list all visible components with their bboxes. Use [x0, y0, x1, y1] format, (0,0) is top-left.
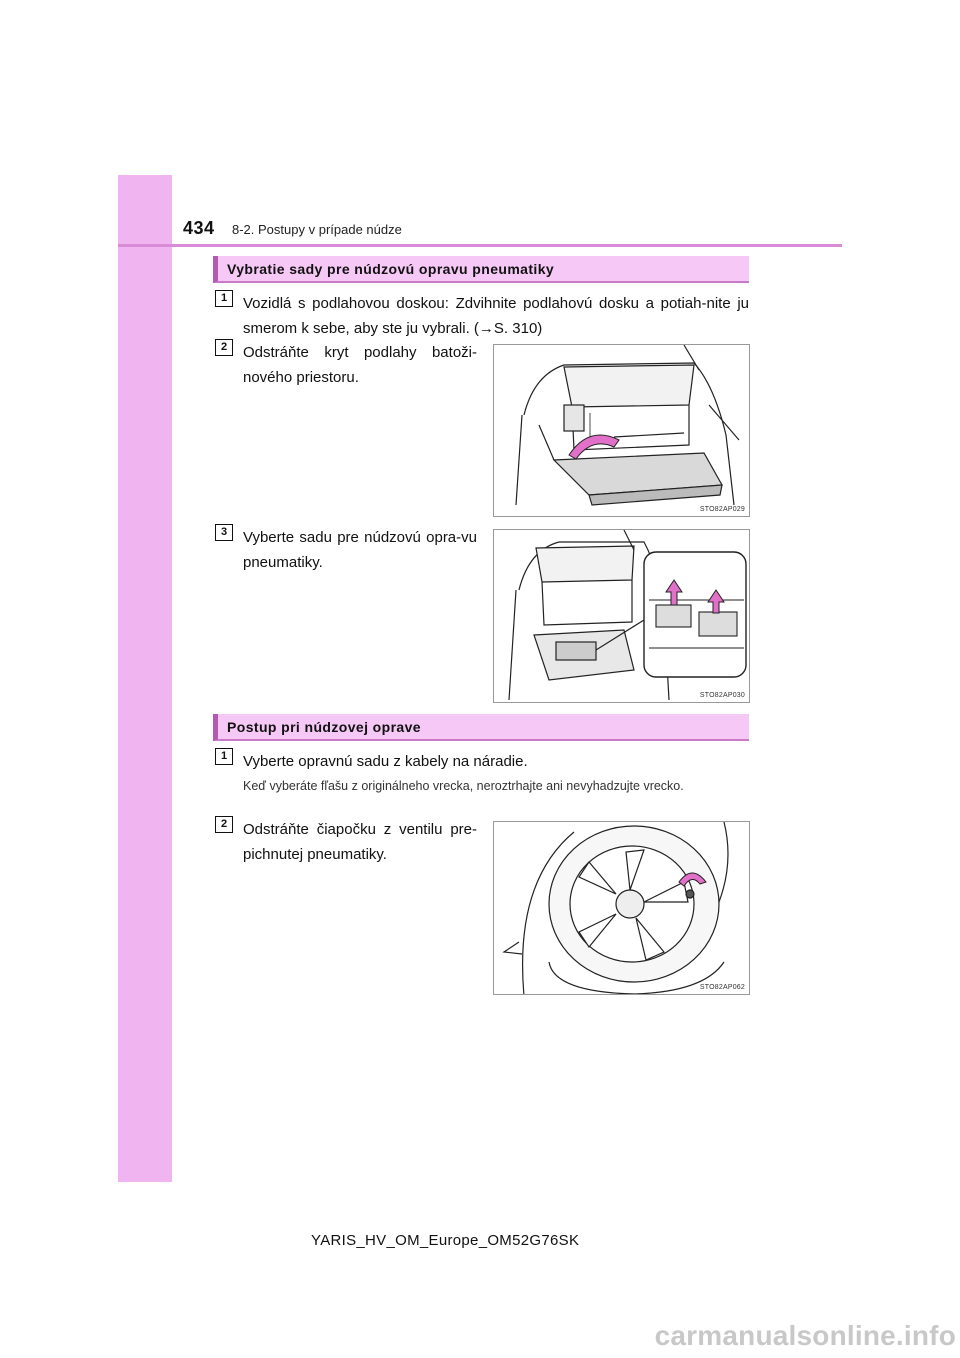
illustration-tire-valve [494, 822, 750, 995]
step-badge: 3 [215, 524, 233, 541]
step-badge: 2 [215, 816, 233, 833]
figure-valve-cap-removal [493, 821, 750, 995]
step-text: Odstráňte kryt podlahy batoži-nového priestoru. [243, 344, 477, 386]
step-badge: 2 [215, 339, 233, 356]
section-title: Postup pri núdzovej oprave [227, 719, 421, 735]
section-header-kit-removal [213, 256, 749, 283]
step-text: Vyberte opravnú sadu z kabely na náradie. [243, 753, 528, 770]
step-text: Vozidlá s podlahovou doskou: Zdvihnite podlahovú dosku a potiah-nite ju smerom k sebe, aby ste ju vybrali. (→S. 310) [243, 295, 749, 337]
step-text: Odstráňte čiapočku z ventilu pre-pichnutej pneumatiky. [243, 821, 477, 863]
document-id: YARIS_HV_OM_Europe_OM52G76SK [311, 1232, 580, 1249]
step-text: Vyberte sadu pre núdzovú opra-vu pneumatiky. [243, 529, 477, 571]
figure-luggage-floor-cover [493, 344, 750, 517]
step-badge: 1 [215, 290, 233, 307]
page-number: 434 [183, 218, 215, 238]
figure-repair-kit-location [493, 529, 750, 703]
step-badge: 1 [215, 748, 233, 765]
step-note: Keď vyberáte fľašu z originálneho vrecka, neroztrhajte ani nevyhadzujte vrecko. [243, 779, 684, 793]
figure-code: STO82AP062 [699, 984, 745, 991]
section-header-repair-procedure [213, 714, 749, 741]
illustration-trunk-open [494, 345, 750, 517]
side-tab-band [118, 175, 172, 1182]
section-title: Vybratie sady pre núdzovú opravu pneumatiky [227, 261, 555, 277]
illustration-kit-compartment [494, 530, 750, 703]
watermark: carmanualsonline.info [654, 1320, 956, 1351]
figure-code: STO82AP029 [699, 506, 745, 513]
pink-lift-arrow-icon [569, 435, 619, 459]
chapter-title: 8-2. Postupy v prípade núdze [232, 222, 402, 237]
header-rule [118, 244, 842, 247]
figure-code: STO82AP030 [699, 692, 745, 699]
